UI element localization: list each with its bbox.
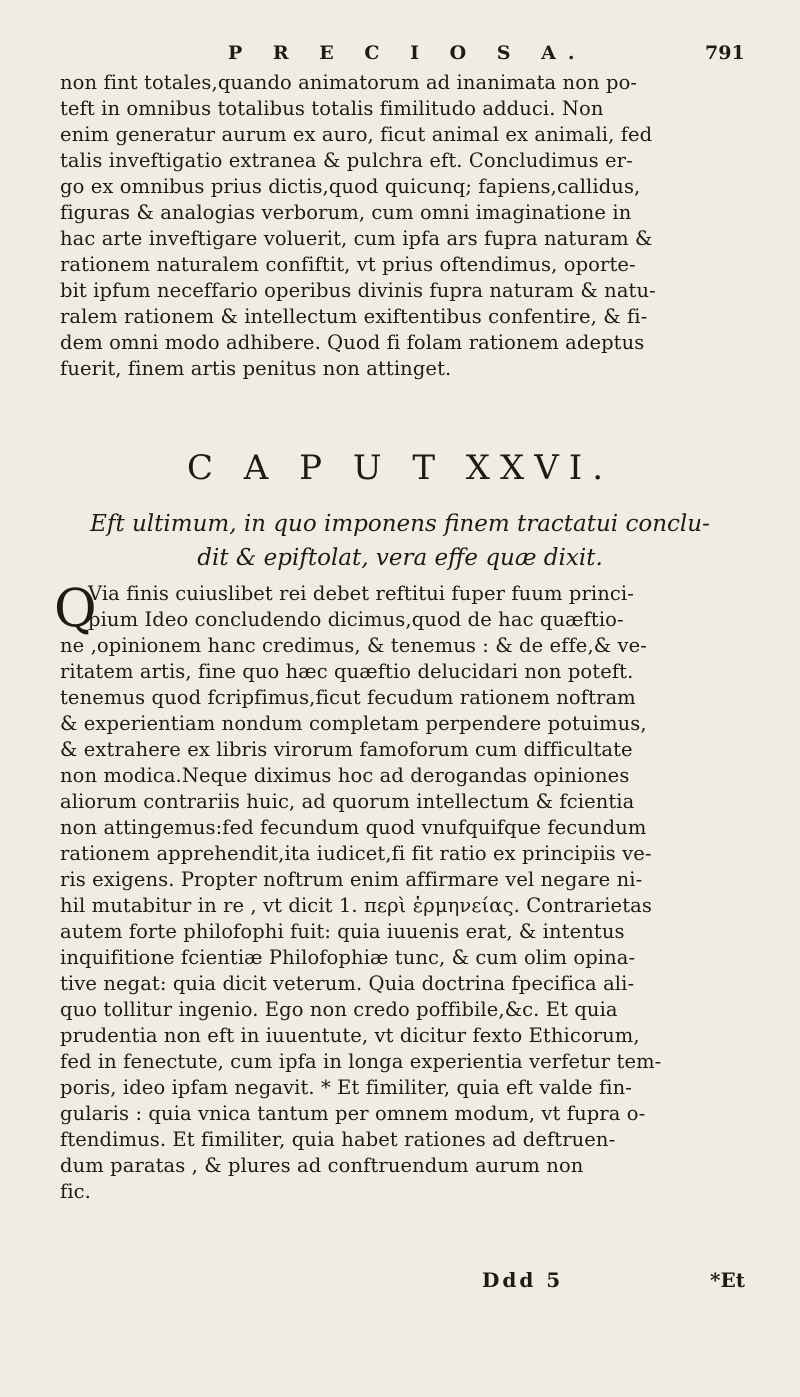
chapter-summary-line: dit & epiftolat, vera effe quæ dixit. [197, 545, 603, 571]
text-line: go ex omnibus prius dictis,quod quicunq; fapiens,callidus, [60, 175, 641, 198]
text-line: ralem rationem & intellectum exiftentibus confentire, & fi- [60, 305, 648, 328]
text-line: ritatem artis, fine quo hæc quæftio delucidari non poteft. [60, 660, 634, 683]
text-line: & extrahere ex libris virorum famoforum cum difficultate [60, 738, 633, 761]
text-line: pium Ideo concludendo dicimus,quod de hac quæftio- [88, 608, 624, 631]
text-line: aliorum contrariis huic, ad quorum intellectum & fcientia [60, 790, 635, 813]
text-line: fed in fenectute, cum ipfa in longa experientia verfetur tem- [60, 1050, 662, 1073]
chapter-heading: C A P U T XXVI. [186, 448, 614, 488]
text-line: quo tollitur ingenio. Ego non credo poffibile,&c. Et quia [60, 998, 618, 1021]
text-line: dum paratas , & plures ad conftruendum aurum non [60, 1154, 584, 1177]
text-line: autem forte philofophi fuit: quia iuuenis erat, & intentus [60, 920, 625, 943]
text-line: non modica.Neque diximus hoc ad derogandas opiniones [60, 764, 630, 787]
text-line: ris exigens. Propter noftrum enim affirmare vel negare ni- [60, 868, 643, 891]
running-title: P R E C I O S A. [228, 42, 587, 64]
catchword: *Et [710, 1268, 745, 1292]
text-line: & experientiam nondum completam perpendere potuimus, [60, 712, 647, 735]
text-line: hil mutabitur in re , vt dicit 1. περὶ ἑρμηνείας. Contrarietas [60, 894, 652, 917]
text-line: prudentia non eft in iuuentute, vt dicitur fexto Ethicorum, [60, 1024, 640, 1047]
text-line: hac arte inveftigare voluerit, cum ipfa ars fupra naturam & [60, 227, 653, 250]
text-line: figuras & analogias verborum, cum omni imaginatione in [60, 201, 632, 224]
chapter-summary-line: Eft ultimum, in quo imponens finem tractatui conclu- [90, 511, 710, 537]
drop-cap: Q [54, 579, 97, 639]
chapter-summary [0, 507, 800, 575]
text-line: dem omni modo adhibere. Quod fi folam rationem adeptus [60, 331, 645, 354]
text-line: fuerit, finem artis penitus non attinget. [60, 357, 452, 380]
text-line: poris, ideo ipfam negavit. * Et fimiliter, quia eft valde fin- [60, 1076, 632, 1099]
text-line: bit ipfum neceffario operibus divinis fupra naturam & natu- [60, 279, 656, 302]
text-line: fic. [60, 1180, 91, 1203]
text-line: ne ,opinionem hanc credimus, & tenemus : & de effe,& ve- [60, 634, 647, 657]
text-line: rationem apprehendit,ita iudicet,fi fit ratio ex principiis ve- [60, 842, 652, 865]
paragraph-main [54, 579, 760, 1205]
signature-mark: Ddd 5 [482, 1268, 564, 1292]
footer-line [0, 1268, 800, 1298]
text-line: gularis : quia vnica tantum per omnem modum, vt fupra o- [60, 1102, 646, 1125]
text-line: tenemus quod fcripfimus,ficut fecudum rationem noftram [60, 686, 636, 709]
text-line: teft in omnibus totalibus totalis fimilitudo adduci. Non [60, 97, 604, 120]
text-line: tive negat: quia dicit veterum. Quia doctrina fpecifica ali- [60, 972, 635, 995]
text-line: non attingemus:fed fecundum quod vnufquifque fecundum [60, 816, 647, 839]
page-number: 791 [705, 42, 745, 64]
text-line: talis inveftigatio extranea & pulchra eft. Concludimus er- [60, 149, 633, 172]
text-line: ftendimus. Et fimiliter, quia habet rationes ad deftruen- [60, 1128, 616, 1151]
text-line: inquifitione fcientiæ Philofophiæ tunc, & cum olim opina- [60, 946, 636, 969]
text-line: non fint totales,quando animatorum ad inanimata non po- [60, 71, 638, 94]
text-line: Via finis cuiuslibet rei debet reftitui fuper fuum princi- [88, 582, 634, 605]
paragraph-conclusion [60, 70, 760, 382]
text-line: rationem naturalem confiftit, vt prius oftendimus, oporte- [60, 253, 636, 276]
text-line: enim generatur aurum ex auro, ficut animal ex animali, fed [60, 123, 653, 146]
